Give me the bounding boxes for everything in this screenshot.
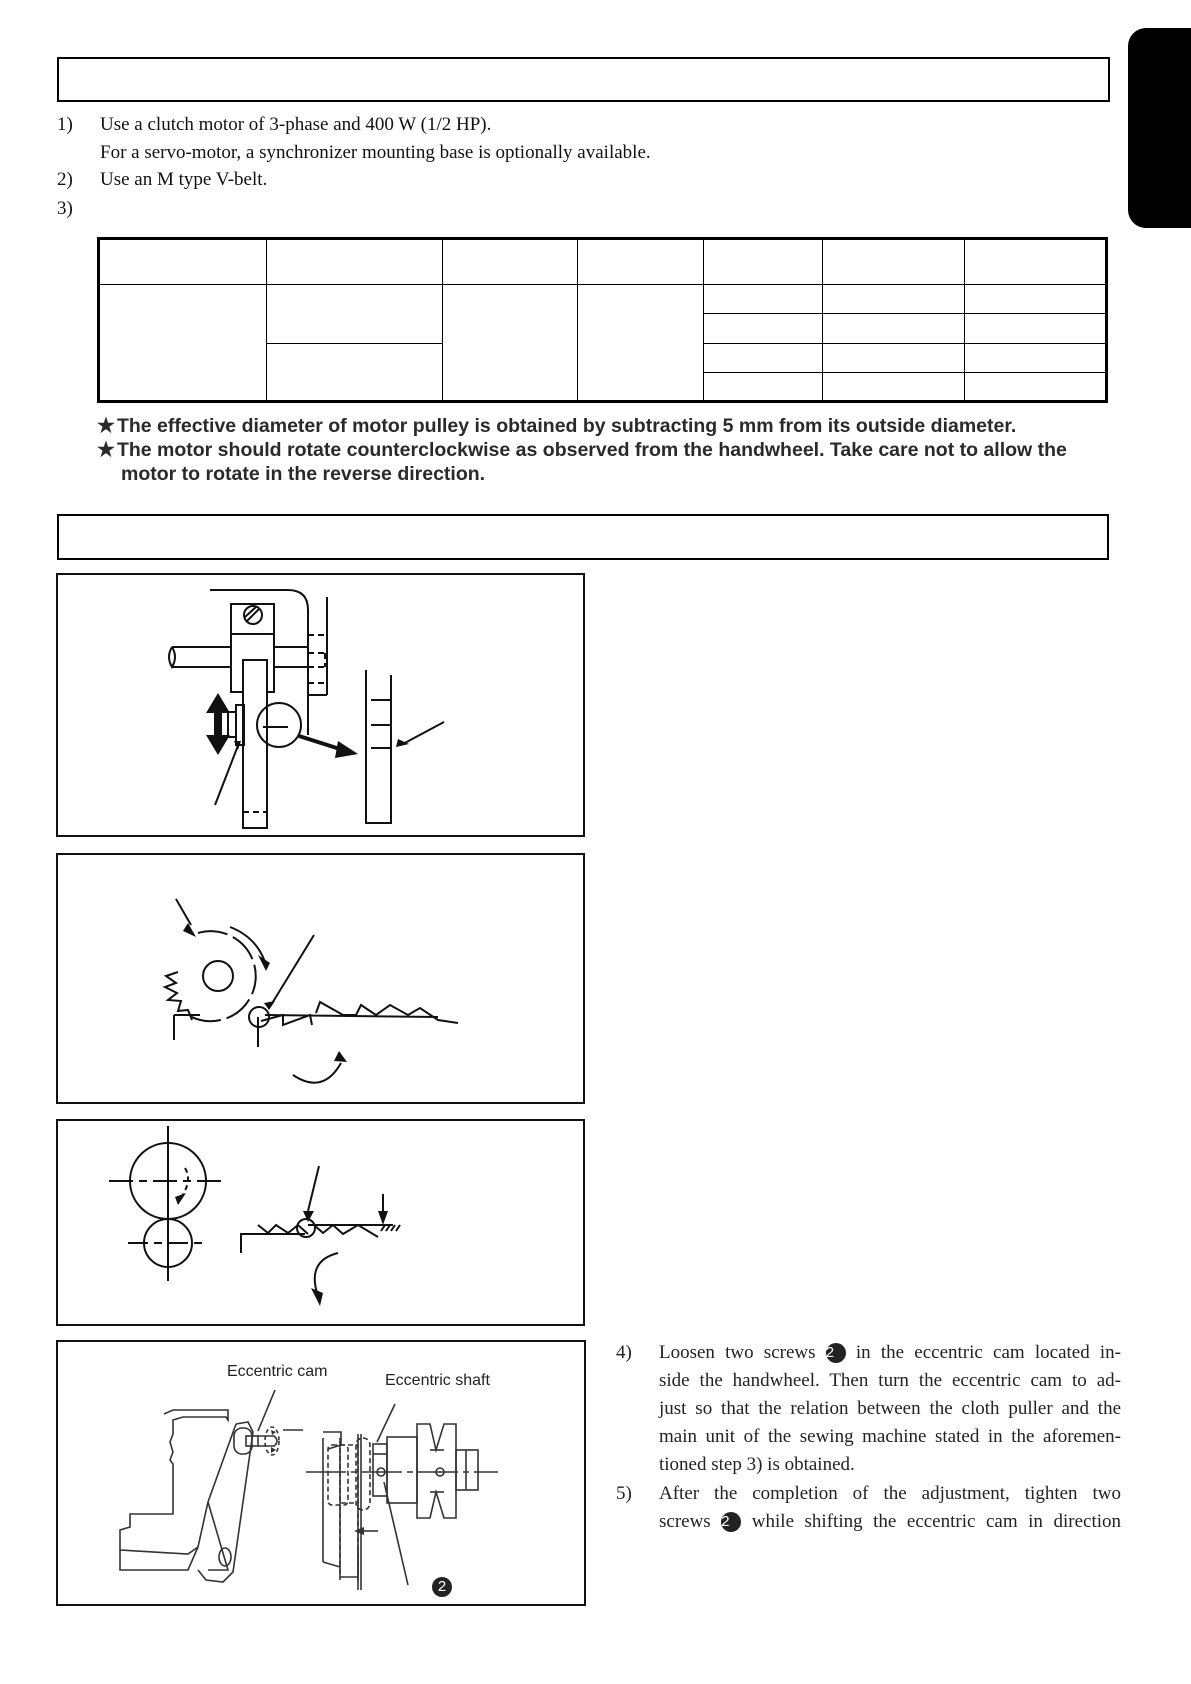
step-line <box>659 1508 1121 1536</box>
step-number: 2) <box>57 169 73 190</box>
table-header-cell <box>267 239 443 285</box>
table-header-cell <box>822 239 964 285</box>
motor-step-2 <box>57 166 1107 194</box>
motor-step-1-continuation <box>57 139 1107 167</box>
table-cell <box>703 314 822 343</box>
note-motor-rotation-continuation <box>121 462 485 486</box>
table-header-cell <box>964 239 1106 285</box>
step-line <box>659 1339 1121 1367</box>
eccentric-cam-label: Eccentric cam <box>227 1363 328 1380</box>
table-header-cell <box>703 239 822 285</box>
table-cell <box>964 285 1106 314</box>
step-number: 4) <box>616 1342 632 1363</box>
table-cell <box>578 285 703 402</box>
eccentric-cam-diagram <box>58 1342 588 1608</box>
adjustment-step-4 <box>616 1339 1126 1479</box>
step-text: Use a clutch motor of 3-phase and 400 W (1/2 HP). <box>100 114 492 135</box>
screw-2-badge: 2 <box>432 1577 452 1597</box>
figure-feed-bar-adjustment <box>56 573 585 837</box>
table-cell <box>964 372 1106 401</box>
table-cell <box>822 372 964 401</box>
table-cell <box>964 343 1106 372</box>
table-cell <box>822 314 964 343</box>
section-side-tab <box>1128 28 1191 228</box>
table-row <box>99 285 1107 314</box>
table-cell <box>443 285 578 402</box>
step-text: For a servo-motor, a synchronizer mounting base is optionally available. <box>100 142 651 163</box>
note-pulley-diameter <box>97 414 1016 438</box>
figure-cloth-puller-timing <box>56 853 585 1104</box>
eccentric-shaft-label: Eccentric shaft <box>385 1372 490 1389</box>
motor-section-header <box>57 57 1110 102</box>
star-icon: ★ <box>97 439 115 461</box>
note-motor-rotation <box>97 438 1067 462</box>
star-icon: ★ <box>97 415 115 437</box>
step-line: After the completion of the adjustment, tighten two <box>659 1483 1121 1504</box>
table-header-cell <box>99 239 267 285</box>
table-cell <box>703 343 822 372</box>
motor-pulley-table <box>97 237 1108 403</box>
step-text: screws <box>659 1511 722 1532</box>
screw-2-badge: 2 <box>721 1512 741 1532</box>
step-text: while shifting the eccentric cam in direction <box>741 1511 1121 1532</box>
table-cell <box>703 285 822 314</box>
step-line: just so that the relation between the cloth puller and the <box>659 1398 1121 1419</box>
table-cell <box>267 343 443 401</box>
roller-diagram <box>58 1121 587 1328</box>
step-number: 1) <box>57 114 73 135</box>
step-text: in the eccentric cam located in- <box>845 1342 1122 1363</box>
table-cell <box>703 372 822 401</box>
screw-2-badge: 2 <box>826 1343 846 1363</box>
table-cell <box>267 285 443 343</box>
step-number: 5) <box>616 1483 632 1504</box>
table-header-cell <box>578 239 703 285</box>
note-text: motor to rotate in the reverse direction. <box>121 463 486 485</box>
step-line: main unit of the sewing machine stated in the aforemen- <box>659 1426 1121 1447</box>
figure-eccentric-cam <box>56 1340 586 1606</box>
note-text: The motor should rotate counterclockwise as observed from the handwheel. Take care not to allow the <box>116 439 1067 461</box>
step-number: 3) <box>57 198 73 219</box>
feed-bar-diagram <box>58 575 587 839</box>
note-text: The effective diameter of motor pulley is obtained by subtracting 5 mm from its outside diameter. <box>116 415 1017 437</box>
table-header-row <box>99 239 1107 285</box>
table-cell <box>822 343 964 372</box>
table-header-cell <box>443 239 578 285</box>
table-cell <box>822 285 964 314</box>
figure-roller-relation <box>56 1119 585 1326</box>
step-text: Loosen two screws <box>659 1342 826 1363</box>
table-cell <box>99 285 267 402</box>
cloth-puller-diagram <box>58 855 587 1106</box>
adjustment-section-header <box>57 514 1109 560</box>
motor-step-1 <box>57 111 1107 139</box>
step-text: Use an M type V-belt. <box>100 169 268 190</box>
step-line: side the handwheel. Then turn the eccentric cam to ad- <box>659 1370 1121 1391</box>
motor-step-3 <box>57 195 1107 223</box>
table-cell <box>964 314 1106 343</box>
step-line: tioned step 3) is obtained. <box>659 1454 855 1475</box>
adjustment-step-5 <box>616 1480 1126 1536</box>
